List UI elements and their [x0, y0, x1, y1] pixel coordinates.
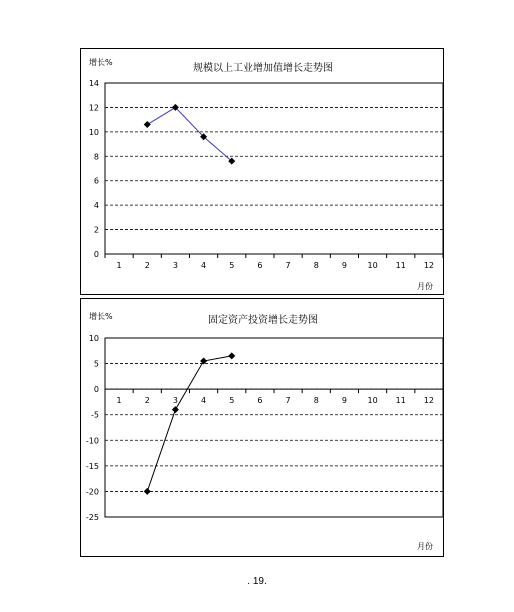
- y-tick-label: 0: [93, 385, 99, 395]
- y-tick-label: 14: [88, 79, 99, 88]
- chart-title: 规模以上工业增加值增长走势图: [193, 63, 333, 74]
- chart-panel-industrial-growth: [80, 48, 444, 295]
- fixed-asset-investment-chart: [81, 299, 445, 558]
- x-tick-label: 2: [144, 396, 150, 406]
- x-tick-label: 5: [229, 396, 235, 406]
- y-tick-label: -25: [85, 513, 99, 522]
- y-axis-label: 增长%: [89, 312, 113, 321]
- x-tick-label: 9: [341, 261, 347, 270]
- x-tick-label: 8: [313, 396, 319, 406]
- y-tick-label: 0: [93, 250, 99, 259]
- data-point-marker: [144, 488, 151, 495]
- y-tick-label: 12: [88, 103, 99, 113]
- y-tick-label: 2: [93, 225, 99, 235]
- y-tick-label: 10: [88, 334, 99, 343]
- y-tick-label: -5: [91, 410, 99, 420]
- x-tick-label: 10: [367, 396, 378, 406]
- x-axis-label: 月份: [417, 542, 433, 551]
- x-tick-label: 3: [172, 261, 178, 270]
- y-tick-label: -15: [85, 461, 99, 471]
- x-tick-label: 10: [367, 261, 378, 270]
- y-tick-label: 6: [93, 176, 99, 186]
- x-tick-label: 12: [423, 396, 435, 406]
- x-tick-label: 6: [257, 396, 263, 406]
- plot-area: [105, 83, 443, 254]
- data-point-marker: [144, 121, 151, 128]
- x-tick-label: 5: [229, 261, 235, 270]
- x-tick-label: 11: [395, 396, 406, 406]
- x-tick-label: 7: [285, 396, 291, 406]
- industrial-growth-chart: [81, 49, 445, 296]
- y-tick-label: 5: [93, 359, 99, 369]
- x-tick-label: 12: [423, 261, 435, 270]
- x-tick-label: 11: [395, 261, 406, 270]
- series-line: [144, 356, 235, 492]
- x-tick-label: 2: [144, 261, 150, 270]
- y-tick-label: -20: [85, 487, 99, 497]
- chart-title: 固定资产投资增长走势图: [208, 315, 318, 326]
- plot-area: [105, 338, 443, 517]
- series-line: [147, 107, 232, 161]
- x-tick-label: 1: [116, 261, 122, 270]
- y-tick-label: 4: [93, 201, 99, 211]
- chart-panel-fixed-asset-investment: [80, 298, 444, 557]
- data-point-marker: [228, 352, 235, 359]
- x-tick-label: 8: [313, 261, 319, 270]
- x-axis-label: 月份: [417, 282, 433, 291]
- x-tick-label: 4: [201, 396, 207, 406]
- x-tick-label: 3: [172, 396, 178, 406]
- x-tick-label: 7: [285, 261, 291, 270]
- y-tick-label: -10: [85, 436, 99, 446]
- x-tick-label: 4: [201, 261, 207, 270]
- x-tick-label: 1: [116, 396, 122, 406]
- page-number: . 19.: [247, 576, 267, 587]
- y-tick-label: 8: [93, 152, 99, 162]
- y-tick-label: 10: [88, 127, 99, 137]
- data-point-marker: [172, 406, 179, 413]
- x-tick-label: 9: [341, 396, 347, 406]
- y-axis-label: 增长%: [89, 58, 113, 67]
- x-tick-label: 6: [257, 261, 263, 270]
